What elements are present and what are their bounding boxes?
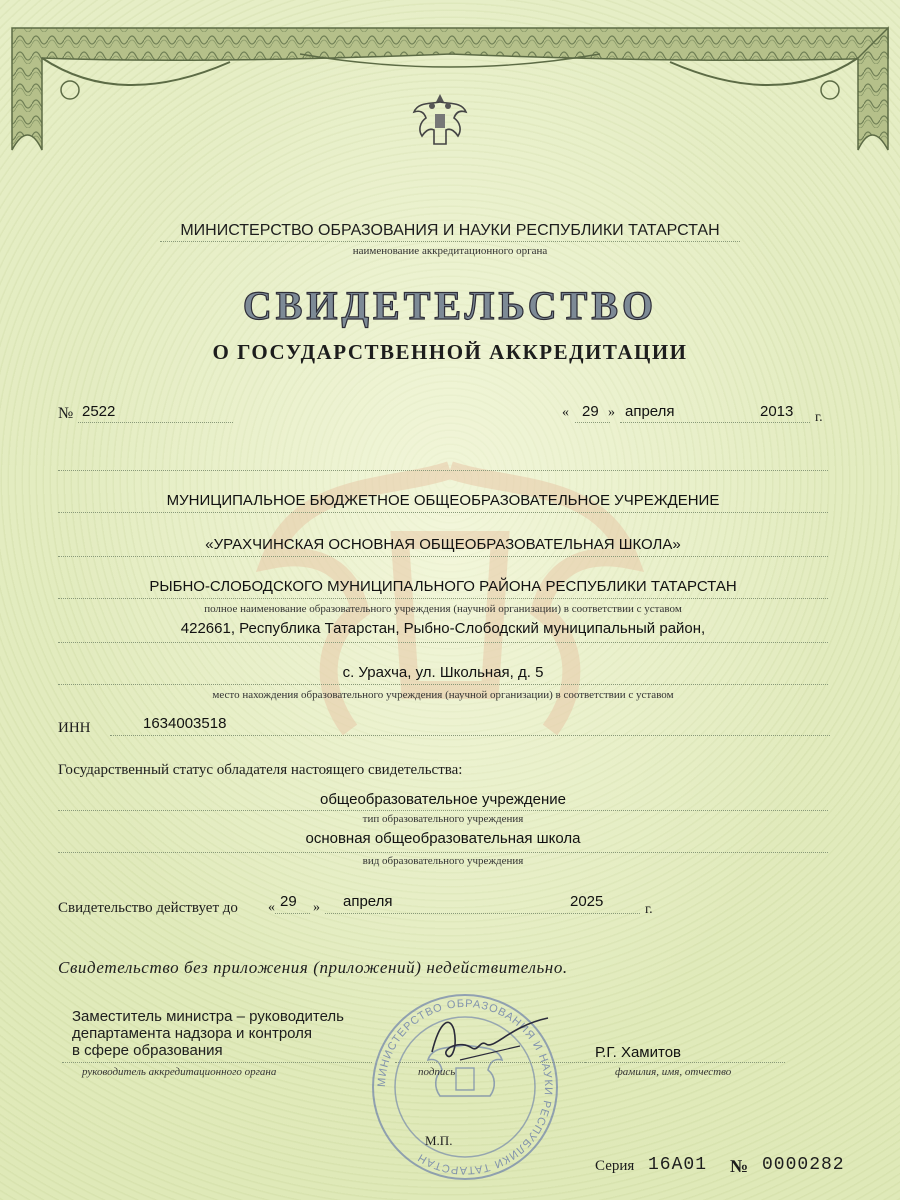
inn-value: 1634003518 [143,715,227,732]
inn-label: ИНН [58,720,91,736]
watermark-emblem [240,430,660,770]
stamp-mark: М.П. [425,1133,453,1148]
issue-quote-close: » [608,405,615,420]
valid-year-suffix: г. [645,902,653,917]
institution-type-caption: тип образовательного учреждения [362,813,524,825]
signature [420,1010,560,1070]
institution-line-2: «УРАХЧИНСКАЯ ОСНОВНАЯ ОБЩЕОБРАЗОВАТЕЛЬНАЯ ШКОЛА» [205,536,681,553]
address-line-1: 422661, Республика Татарстан, Рыбно-Слободский муниципальный район, [180,620,706,637]
document-title: СВИДЕТЕЛЬСТВО [242,283,658,328]
signatory-name: Р.Г. Хамитов [595,1044,682,1061]
institution-kind-caption: вид образовательного учреждения [362,855,524,867]
series-value: 16А01 [648,1155,708,1175]
signatory-position-line-1: Заместитель министра – руководитель [72,1008,344,1025]
valid-quote-close: » [313,900,320,915]
institution-line-3: РЫБНО-СЛОБОДСКОГО МУНИЦИПАЛЬНОГО РАЙОНА РЕСПУБЛИКИ ТАТАРСТАН [149,578,737,595]
authority-caption: наименование аккредитационного органа [352,245,548,257]
series-number: 0000282 [762,1155,845,1175]
address-caption: место нахождения образовательного учреждения (научной организации) в соответствии с уставом [212,689,674,701]
signatory-position-line-2: департамента надзора и контроля [72,1025,313,1042]
valid-month: апреля [343,893,393,910]
signature-caption: подпись [418,1066,456,1078]
status-heading: Государственный статус обладателя настоящего свидетельства: [58,762,463,778]
institution-caption: полное наименование образовательного учреждения (научной организации) в соответствии с уставом [204,603,682,615]
issue-quote-open: « [562,405,569,420]
authority-name: МИНИСТЕРСТВО ОБРАЗОВАНИЯ И НАУКИ РЕСПУБЛИКИ ТАТАРСТАН [180,222,720,239]
valid-day: 29 [280,893,297,910]
valid-year: 2025 [570,893,604,910]
issue-day: 29 [582,403,599,420]
scan-margin [900,0,920,1200]
series-label: Серия [595,1158,635,1174]
valid-quote-open: « [268,900,275,915]
institution-kind: основная общеобразовательная школа [305,830,581,847]
position-caption: руководитель аккредитационного органа [82,1066,277,1078]
seal-text: МИНИСТЕРСТВО ОБРАЗОВАНИЯ И НАУКИ РЕСПУБЛИКИ ТАТАРСТАН [375,997,555,1177]
coat-of-arms-icon [410,88,470,152]
valid-until-label: Свидетельство действует до [58,900,238,916]
number-prefix: № [58,405,74,422]
signatory-position-line-3: в сфере образования [72,1042,223,1059]
document-subtitle: О ГОСУДАРСТВЕННОЙ АККРЕДИТАЦИИ [212,340,688,364]
institution-line-1: МУНИЦИПАЛЬНОЕ БЮДЖЕТНОЕ ОБЩЕОБРАЗОВАТЕЛЬНОЕ УЧРЕЖДЕНИЕ [166,492,720,509]
issue-year-suffix: г. [815,410,823,425]
validity-notice: Свидетельство без приложения (приложений) недействительно. [58,958,568,977]
certificate-number: 2522 [82,403,116,420]
name-caption: фамилия, имя, отчество [615,1066,732,1078]
institution-type: общеобразовательное учреждение [320,791,566,808]
address-line-2: с. Урахча, ул. Школьная, д. 5 [342,664,544,681]
issue-year: 2013 [760,403,794,420]
series-number-prefix: № [730,1156,749,1176]
issue-month: апреля [625,403,675,420]
